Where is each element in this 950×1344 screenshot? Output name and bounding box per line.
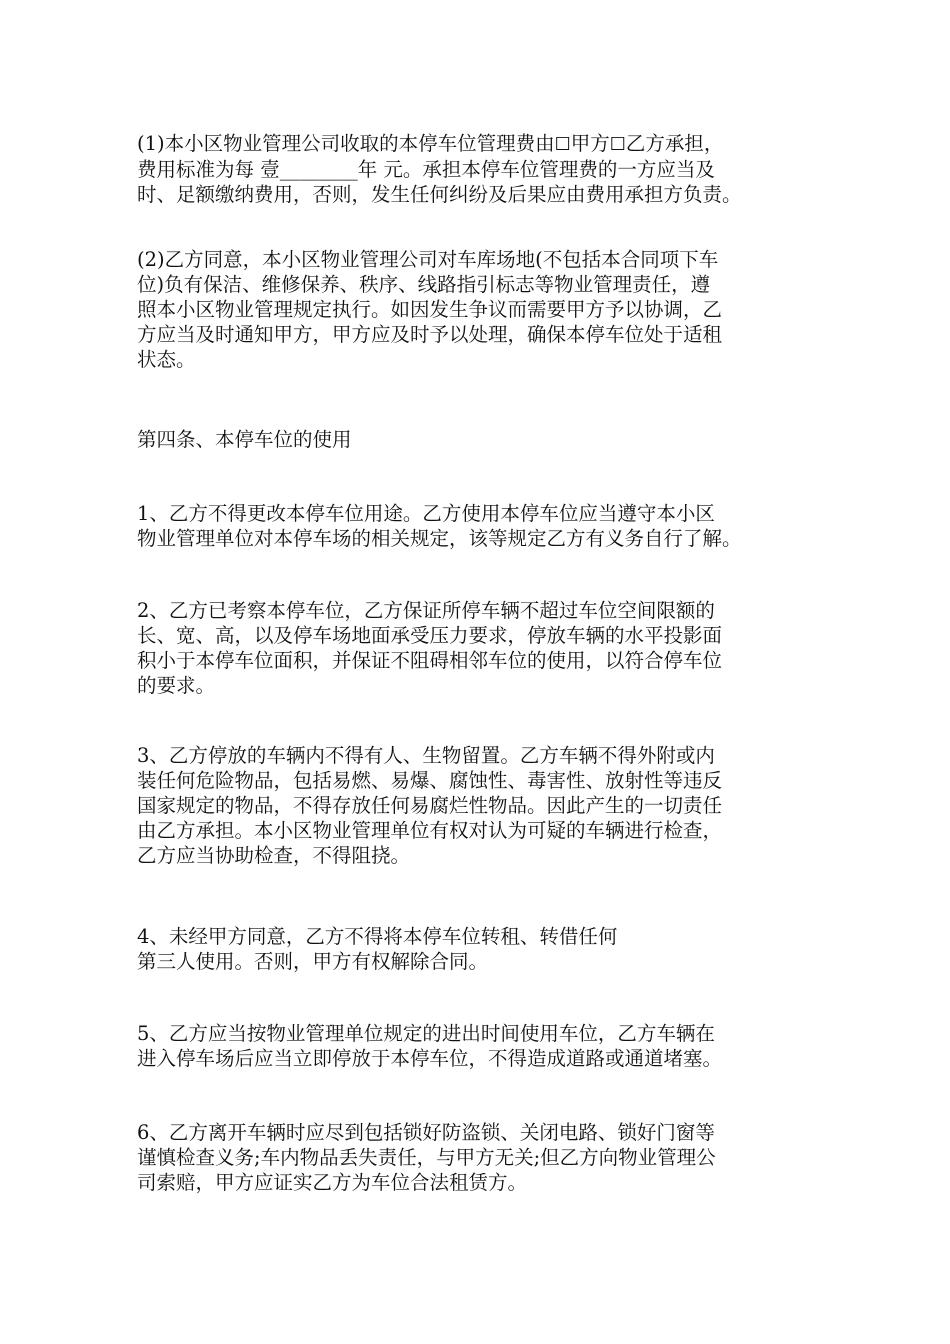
section-heading <box>137 427 827 452</box>
text-line: 长、宽、高，以及停车场地面承受压力要求，停放车辆的水平投影面 <box>137 624 723 647</box>
text-line: 国家规定的物品，不得存放任何易腐烂性物品。因此产生的一切责任 <box>137 794 723 817</box>
text-line: 物业管理单位对本停车场的相关规定，该等规定乙方有义务自行了解。 <box>137 527 742 550</box>
checkbox-party-a: ☐ <box>554 134 571 155</box>
heading-text: 第四条、本停车位的使用 <box>137 428 352 451</box>
text-line: 3、乙方停放的车辆内不得有人、生物留置。乙方车辆不得外附或内 <box>137 744 715 767</box>
text-line: 方应当及时通知甲方，甲方应及时予以处理，确保本停车位处于适租 <box>137 323 723 346</box>
fee-amount-field: 壹________ <box>260 158 358 181</box>
clause-item-5 <box>137 1021 827 1071</box>
text-line: 的要求。 <box>137 674 216 697</box>
text-line: 状态。 <box>137 348 196 371</box>
text-line: 司索赔，甲方应证实乙方为车位合法租赁方。 <box>137 1171 528 1194</box>
text-line: 4、未经甲方同意，乙方不得将本停车位转租、转借任何 <box>137 925 618 948</box>
text-line: 5、乙方应当按物业管理单位规定的进出时间使用车位，乙方车辆在 <box>137 1022 715 1045</box>
clause-item-1 <box>137 501 827 551</box>
text-line: (1)本小区物业管理公司收取的本停车位管理费由☐甲方☐乙方承担， <box>137 132 724 155</box>
clause-item-6 <box>137 1120 827 1195</box>
text-line: (2)乙方同意，本小区物业管理公司对车库场地(不包括本合同项下车 <box>137 248 719 271</box>
clause-item-3 <box>137 743 827 868</box>
text-line: 装任何危险物品，包括易燃、易爆、腐蚀性、毒害性、放射性等违反 <box>137 769 723 792</box>
text-line: 费用标准为每 壹________年 元。承担本停车位管理费的一方应当及 <box>137 158 715 181</box>
text-line: 6、乙方离开车辆时应尽到包括锁好防盗锁、关闭电路、锁好门窗等 <box>137 1121 715 1144</box>
checkbox-party-b: ☐ <box>609 134 626 155</box>
clause-item-2 <box>137 598 827 698</box>
text-line: 积小于本停车位面积，并保证不阻碍相邻车位的使用，以符合停车位 <box>137 649 723 672</box>
text-line: 时、足额缴纳费用，否则，发生任何纠纷及后果应由费用承担方负责。 <box>137 183 742 206</box>
text-line: 由乙方承担。本小区物业管理单位有权对认为可疑的车辆进行检查， <box>137 819 723 842</box>
text-line: 第三人使用。否则，甲方有权解除合同。 <box>137 950 489 973</box>
text-line: 位)负有保洁、维修保养、秩序、线路指引标志等物业管理责任，遵 <box>137 273 711 296</box>
paragraph-property-management <box>137 247 827 372</box>
text-line: 进入停车场后应当立即停放于本停车位，不得造成道路或通道堵塞。 <box>137 1047 723 1070</box>
text-line: 谨慎检查义务;车内物品丢失责任，与甲方无关;但乙方向物业管理公 <box>137 1146 716 1169</box>
paragraph-management-fee <box>137 131 827 207</box>
text-line: 乙方应当协助检查，不得阻挠。 <box>137 844 411 867</box>
clause-item-4 <box>137 924 827 974</box>
text-line: 2、乙方已考察本停车位，乙方保证所停车辆不超过车位空间限额的 <box>137 599 715 622</box>
text-line: 照本小区物业管理规定执行。如因发生争议而需要甲方予以协调，乙 <box>137 298 723 321</box>
text-line: 1、乙方不得更改本停车位用途。乙方使用本停车位应当遵守本小区 <box>137 502 715 525</box>
